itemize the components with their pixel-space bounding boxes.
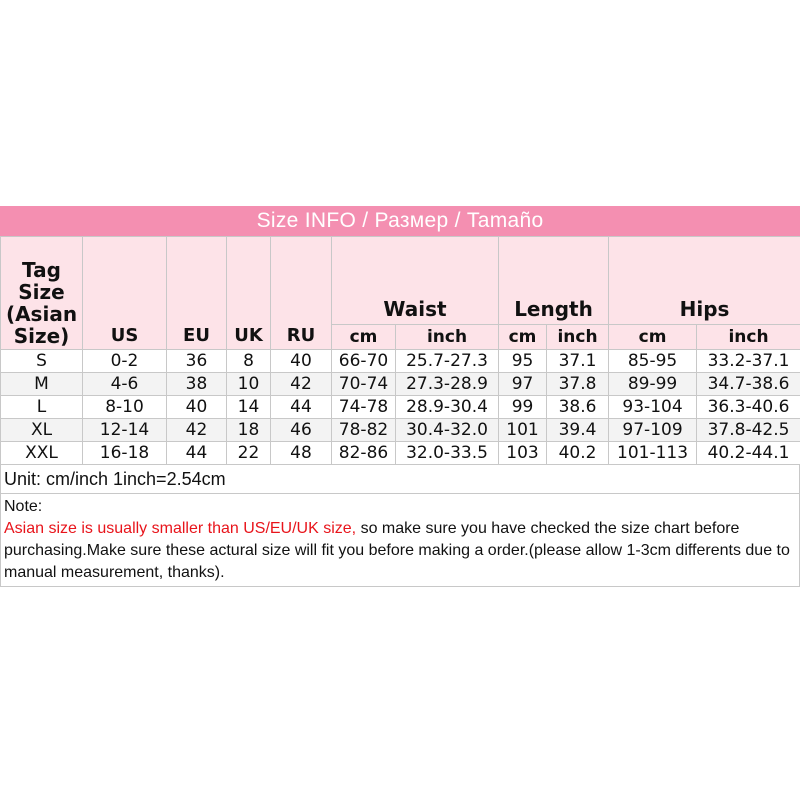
cell-us: 16-18 <box>83 442 167 465</box>
cell-waist-cm: 66-70 <box>332 350 396 373</box>
cell-length-inch: 37.8 <box>547 373 609 396</box>
note-label: Note: <box>4 498 43 515</box>
header-waist: Waist <box>332 237 499 325</box>
table-row <box>1 373 800 396</box>
cell-tag: S <box>1 350 83 373</box>
cell-waist-cm: 70-74 <box>332 373 396 396</box>
size-chart <box>0 206 800 587</box>
header-uk: UK <box>227 237 271 350</box>
cell-eu: 36 <box>167 350 227 373</box>
cell-waist-cm: 74-78 <box>332 396 396 419</box>
header-waist-cm: cm <box>332 325 396 350</box>
header-waist-inch: inch <box>396 325 499 350</box>
cell-uk: 18 <box>227 419 271 442</box>
header-length-cm: cm <box>499 325 547 350</box>
header-tag-size: Tag Size (Asian Size) <box>1 237 83 350</box>
note-text <box>4 518 796 584</box>
table-row <box>1 396 800 419</box>
cell-tag: L <box>1 396 83 419</box>
cell-hips-cm: 101-113 <box>609 442 697 465</box>
header-length: Length <box>499 237 609 325</box>
cell-waist-inch: 30.4-32.0 <box>396 419 499 442</box>
cell-length-inch: 40.2 <box>547 442 609 465</box>
cell-eu: 44 <box>167 442 227 465</box>
note-body: so make sure you have checked the size chart before purchasing.Make sure these actural size will fit you before making a order.(please allow 1-3cm differents due to manual measurement, thanks). <box>4 520 790 581</box>
cell-ru: 48 <box>271 442 332 465</box>
cell-length-inch: 39.4 <box>547 419 609 442</box>
cell-uk: 10 <box>227 373 271 396</box>
cell-uk: 22 <box>227 442 271 465</box>
cell-hips-cm: 97-109 <box>609 419 697 442</box>
chart-title: Size INFO / Размер / Tamaño <box>0 206 800 236</box>
cell-length-cm: 97 <box>499 373 547 396</box>
note-block <box>0 494 800 587</box>
cell-waist-inch: 25.7-27.3 <box>396 350 499 373</box>
table-row <box>1 442 800 465</box>
cell-length-cm: 99 <box>499 396 547 419</box>
cell-eu: 42 <box>167 419 227 442</box>
cell-ru: 42 <box>271 373 332 396</box>
cell-waist-inch: 32.0-33.5 <box>396 442 499 465</box>
header-length-inch: inch <box>547 325 609 350</box>
cell-hips-cm: 89-99 <box>609 373 697 396</box>
cell-us: 0-2 <box>83 350 167 373</box>
note-warning: Asian size is usually smaller than US/EU/UK size, <box>4 520 357 537</box>
cell-uk: 8 <box>227 350 271 373</box>
cell-uk: 14 <box>227 396 271 419</box>
cell-hips-inch: 36.3-40.6 <box>697 396 800 419</box>
cell-ru: 46 <box>271 419 332 442</box>
cell-ru: 44 <box>271 396 332 419</box>
header-row <box>1 237 800 325</box>
size-table <box>0 236 800 465</box>
cell-length-cm: 103 <box>499 442 547 465</box>
header-hips: Hips <box>609 237 800 325</box>
header-us: US <box>83 237 167 350</box>
cell-tag: XL <box>1 419 83 442</box>
cell-length-cm: 95 <box>499 350 547 373</box>
header-hips-cm: cm <box>609 325 697 350</box>
cell-waist-inch: 28.9-30.4 <box>396 396 499 419</box>
cell-eu: 40 <box>167 396 227 419</box>
cell-length-cm: 101 <box>499 419 547 442</box>
cell-waist-inch: 27.3-28.9 <box>396 373 499 396</box>
cell-tag: M <box>1 373 83 396</box>
cell-waist-cm: 82-86 <box>332 442 396 465</box>
table-row <box>1 419 800 442</box>
header-eu: EU <box>167 237 227 350</box>
cell-hips-inch: 34.7-38.6 <box>697 373 800 396</box>
cell-us: 12-14 <box>83 419 167 442</box>
table-row <box>1 350 800 373</box>
cell-hips-cm: 93-104 <box>609 396 697 419</box>
header-hips-inch: inch <box>697 325 800 350</box>
header-ru: RU <box>271 237 332 350</box>
cell-hips-inch: 37.8-42.5 <box>697 419 800 442</box>
cell-ru: 40 <box>271 350 332 373</box>
cell-us: 4-6 <box>83 373 167 396</box>
cell-eu: 38 <box>167 373 227 396</box>
cell-tag: XXL <box>1 442 83 465</box>
cell-waist-cm: 78-82 <box>332 419 396 442</box>
cell-length-inch: 38.6 <box>547 396 609 419</box>
cell-hips-inch: 40.2-44.1 <box>697 442 800 465</box>
cell-length-inch: 37.1 <box>547 350 609 373</box>
cell-hips-inch: 33.2-37.1 <box>697 350 800 373</box>
cell-hips-cm: 85-95 <box>609 350 697 373</box>
unit-line: Unit: cm/inch 1inch=2.54cm <box>0 465 800 494</box>
cell-us: 8-10 <box>83 396 167 419</box>
